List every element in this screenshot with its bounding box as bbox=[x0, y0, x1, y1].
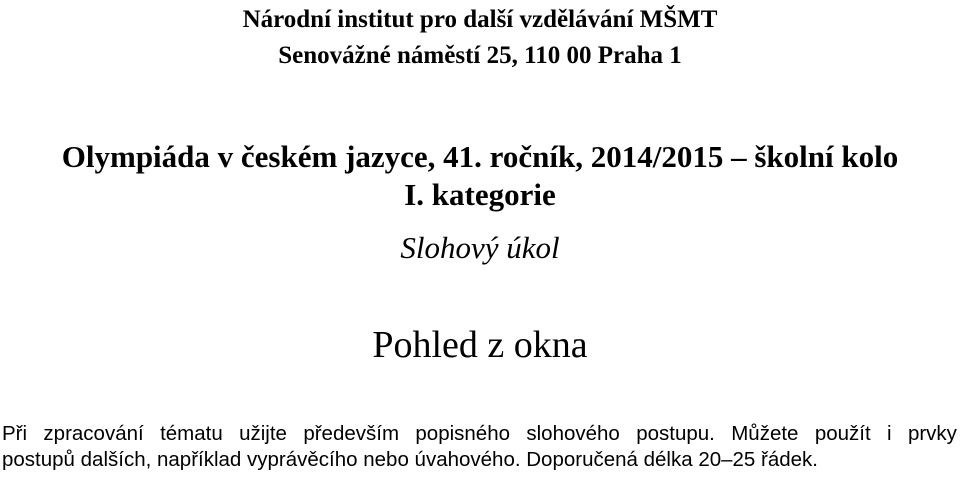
instruction-word: prvky bbox=[907, 422, 957, 445]
instructions-line-2: postupů dalších, například vyprávěcího nebo úvahového. Doporučená délka 20–25 řádek. bbox=[2, 448, 819, 471]
instruction-word: užijte bbox=[239, 422, 287, 445]
instructions-line-1 bbox=[2, 421, 957, 447]
instruction-word: především bbox=[303, 422, 400, 445]
instruction-word: použít bbox=[814, 422, 871, 445]
olympiad-title: Olympiáda v českém jazyce, 41. ročník, 2014/2015 – školní kolo bbox=[61, 139, 899, 174]
category-label: I. kategorie bbox=[404, 177, 556, 212]
instruction-word: Můžete bbox=[731, 422, 799, 445]
institution-address: Senovážné náměstí 25, 110 00 Praha 1 bbox=[278, 42, 682, 69]
instruction-word: zpracování bbox=[43, 422, 144, 445]
instructions bbox=[2, 421, 957, 473]
institution-name: Národní institut pro další vzdělávání MŠMT bbox=[242, 6, 718, 33]
instruction-word: popisného bbox=[415, 422, 511, 445]
instruction-word: i bbox=[887, 422, 892, 445]
instruction-word: tématu bbox=[160, 422, 223, 445]
instruction-word: slohového bbox=[526, 422, 620, 445]
instruction-word: Při bbox=[2, 422, 28, 445]
essay-topic: Pohled z okna bbox=[372, 324, 588, 366]
instruction-word: postupu. bbox=[636, 422, 715, 445]
task-type: Slohový úkol bbox=[400, 230, 560, 265]
